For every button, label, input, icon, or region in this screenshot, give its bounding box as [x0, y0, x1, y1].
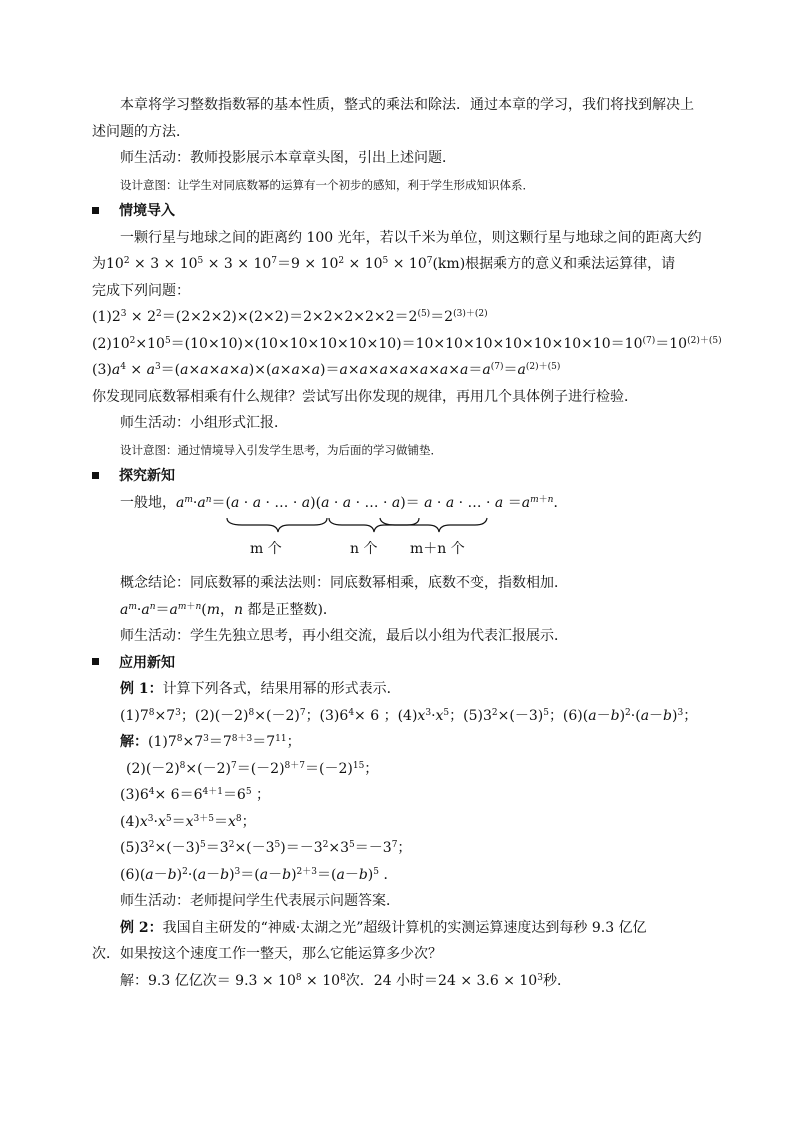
design-intent-2: 设计意图：通过情境导入引发学生思考，为后面的学习做铺垫． [120, 442, 442, 457]
section-heading-scenario: 情境导入 [92, 198, 712, 225]
concept-conclusion: 概念结论：同底数幂的乘法法则：同底数幂相乘，底数不变，指数相加． [120, 575, 568, 591]
question-3: $(3)a^4 \times a^3=(a\times a\times a\times a)\times(a\times a\times a)=a\times a\times a\times a\times a\times a\times a=a^{(7)}=a^{(2)+(5)}$ [92, 362, 561, 378]
spacer [92, 562, 712, 570]
brace-annotations [92, 516, 712, 562]
example-1-title: 例 1：计算下列各式，结果用幂的形式表示． [120, 681, 401, 697]
scenario-formula-line: 为$10^2 \times 3 \times 10^5 \times 3 \times 10^7=9 \times 10^2 \times 10^5 \times 10^7(km)$根据乘方的意义和乘法运算律，请 [92, 256, 676, 272]
solution-4: $(4)x^3\cdot x^5=x^{3+5}=x^8$； [120, 813, 256, 830]
intro-paragraph-cont: 述问题的方法． [92, 123, 190, 140]
bullet-square-icon [92, 472, 99, 479]
example-2-cont: 次．如果按这个速度工作一整天，那么它能运算多少次？ [92, 946, 442, 962]
solution-6: $(6)(a-b)^2\cdot(a-b)^3=(a-b)^{2+3}=(a-b)^5$ ． [120, 866, 398, 883]
solution-2: $(2)(-2)^8\times(-2)^7=(-2)^{8+7}=(-2)^{15}$； [126, 760, 379, 777]
section-heading-apply: 应用新知 [92, 650, 712, 677]
question-2: $(2)10^2\times 10^5=(10\times 10)\times(10\times 10\times 10\times 10\times 10)=10\times 10\times 10\times 10\times 10\times 10\times 10=10^{(7)}=10^{(2)+(5)}$ [92, 335, 722, 352]
solution-5: $(5)3^2\times(-3)^5=3^2\times(-3^5)=-3^2\times 3^5=-3^7$； [120, 840, 412, 856]
example-2-title: 例 2：我国自主研发的“神威·太湖之光”超级计算机的实测运算速度达到每秒 9.3 亿亿 [120, 919, 647, 936]
section-heading-explore: 探究新知 [92, 463, 712, 490]
brace-label-n: n 个 [350, 541, 378, 557]
example-2-solution: 解：9.3 亿亿次＝ $9.3 \times 10^8 \times 10^8$次．24 小时$=24 \times 3.6 \times 10^3$秒． [120, 972, 571, 989]
discovery-question: 你发现同底数幂相乘有什么规律？尝试写出你发现的规律，再用几个具体例子进行检验． [92, 388, 638, 405]
rule-formula: $a^m\cdot a^n=a^{m+n}(m$，n 都是正整数)． [120, 601, 337, 618]
teacher-activity-3: 师生活动：学生先独立思考，再小组交流，最后以小组为代表汇报展示． [120, 628, 568, 644]
document-page [92, 92, 722, 994]
brace-label-m-plus-n: m＋n 个 [410, 541, 465, 557]
question-1: $(1)2^3 \times 2^2=(2\times 2\times 2)\times(2\times 2)=2\times 2\times 2\times 2\times 2=2^{(5)}=2^{(3)+(2)}$ [92, 309, 488, 325]
teacher-activity: 师生活动：教师投影展示本章章头图，引出上述问题． [120, 150, 456, 166]
scenario-paragraph-end: 完成下列问题： [92, 282, 190, 299]
brace-label-m: m 个 [250, 541, 282, 557]
scenario-paragraph: 一颗行星与地球之间的距离约 100 光年，若以千米为单位，则这颗行星与地球之间的距离大约 [120, 229, 702, 246]
solution-3: $(3)6^4\times 6=6^{4+1}=6^5$ ； [120, 787, 271, 803]
intro-paragraph: 本章将学习整数指数幂的基本性质，整式的乘法和除法．通过本章的学习，我们将找到解决上 [120, 97, 694, 113]
teacher-activity-4: 师生活动：老师提问学生代表展示问题答案． [120, 893, 400, 909]
design-intent: 设计意图：让学生对同底数幂的运算有一个初步的感知，利于学生形成知识体系． [120, 177, 534, 192]
bullet-square-icon [92, 207, 99, 214]
teacher-activity-2: 师生活动：小组形式汇报． [120, 415, 288, 431]
example-1-problems: $(1)7^8\times 7^3$；$(2)(-2)^8\times(-2)^7$；$(3)6^4\times 6$ ；$(4)x^3\cdot x^5$；$(5)3^2\times(-3)^5$；$(6)(a-b)^2\cdot(a-b)^3$； [120, 707, 698, 724]
bullet-square-icon [92, 658, 99, 665]
general-formula: 一般地，$a^m\cdot a^n=(a \cdot a$ · … · a)(a · a · … · a)＝ a · a · … · $a =a^{m+n}$． [120, 494, 568, 511]
solution-1: 解：$(1)7^8\times 7^3=7^{8+3}=7^{11}$； [120, 734, 301, 750]
